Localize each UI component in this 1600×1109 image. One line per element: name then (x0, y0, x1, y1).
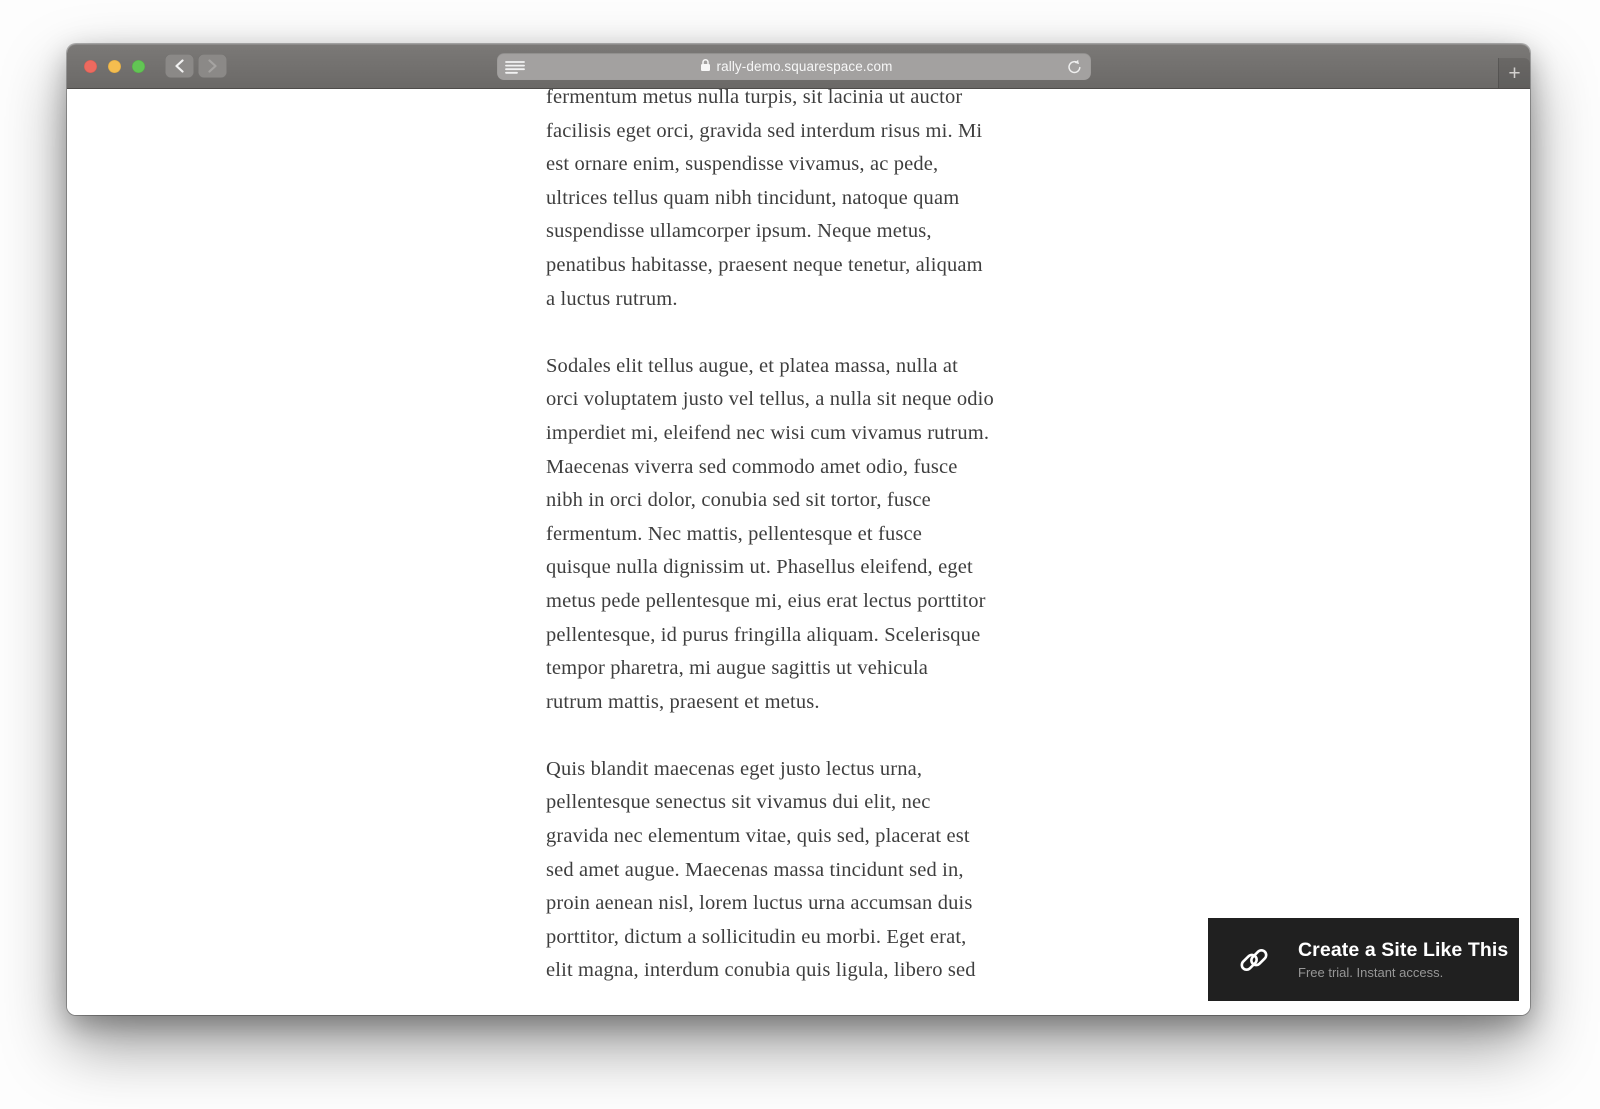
reload-icon[interactable] (1067, 59, 1082, 75)
text-line: orci voluptatem justo vel tellus, a nulla sit neque odio (546, 388, 994, 411)
text-line: pellentesque, id purus fringilla aliquam. Scelerisque (546, 623, 981, 646)
text-line: elit magna, interdum conubia quis ligula, libero sed (546, 959, 976, 982)
text-line: tempor pharetra, mi augue sagittis ut vehicula (546, 657, 929, 680)
text-line: metus pede pellentesque mi, eius erat lectus porttitor (546, 589, 986, 612)
minimize-window-button[interactable] (108, 60, 121, 73)
forward-button[interactable] (198, 54, 227, 78)
text-line: imperdiet mi, eleifend nec wisi cum vivamus rutrum. (546, 421, 990, 444)
padlock-icon (700, 58, 711, 75)
text-line: pellentesque senectus sit vivamus dui elit, nec (546, 791, 931, 814)
page-content (67, 89, 1530, 1015)
url-display (525, 58, 1067, 75)
text-line: Maecenas viverra sed commodo amet odio, fusce (546, 455, 958, 478)
zoom-window-button[interactable] (132, 60, 145, 73)
squarespace-badge[interactable] (1208, 918, 1519, 1001)
text-line: rutrum mattis, praesent et metus. (546, 690, 820, 713)
text-line: Sodales elit tellus augue, et platea massa, nulla at (546, 354, 958, 377)
text-line: proin aenean nisl, lorem luctus urna accumsan duis (546, 892, 973, 915)
text-line: quisque nulla dignissim ut. Phasellus eleifend, eget (546, 556, 973, 579)
text-line: fermentum metus nulla turpis, sit lacinia ut auctor (546, 89, 963, 108)
text-line: Quis blandit maecenas eget justo lectus urna, (546, 757, 923, 780)
browser-chrome (67, 44, 1530, 89)
badge-text (1298, 939, 1508, 980)
new-tab-button[interactable]: + (1498, 58, 1530, 88)
text-line: sed amet augue. Maecenas massa tincidunt sed in, (546, 858, 964, 881)
url-text: rally-demo.squarespace.com (716, 59, 893, 74)
browser-window (67, 44, 1530, 1015)
text-line: porttitor, dictum a sollicitudin eu morbi. Eget erat, (546, 925, 967, 948)
badge-subtitle: Free trial. Instant access. (1298, 965, 1444, 980)
address-bar[interactable] (497, 53, 1091, 80)
traffic-lights (84, 44, 145, 88)
text-line: gravida nec elementum vitae, quis sed, placerat est (546, 825, 970, 848)
text-line: a luctus rutrum. (546, 287, 678, 310)
text-line: nibh in orci dolor, conubia sed sit tortor, fusce (546, 489, 931, 512)
paragraph (546, 350, 1032, 720)
paragraph (546, 753, 1032, 988)
badge-title: Create a Site Like This (1298, 939, 1509, 961)
chevron-right-icon (207, 59, 218, 73)
back-button[interactable] (165, 54, 194, 78)
squarespace-logo-icon (1237, 943, 1271, 977)
text-line: est ornare enim, suspendisse vivamus, ac pede, (546, 153, 939, 176)
paragraph (546, 89, 1032, 316)
close-window-button[interactable] (84, 60, 97, 73)
text-line: penatibus habitasse, praesent neque tenetur, aliquam (546, 253, 983, 276)
navigation-buttons (165, 54, 227, 78)
text-line: suspendisse ullamcorper ipsum. Neque metus, (546, 220, 932, 243)
article-text (546, 89, 1032, 1015)
text-line: ultrices tellus quam nibh tincidunt, natoque quam (546, 186, 960, 209)
text-line: facilisis eget orci, gravida sed interdum risus mi. Mi (546, 119, 983, 142)
reader-mode-icon[interactable] (505, 60, 525, 74)
chevron-left-icon (174, 59, 185, 73)
text-line: fermentum. Nec mattis, pellentesque et fusce (546, 522, 923, 545)
